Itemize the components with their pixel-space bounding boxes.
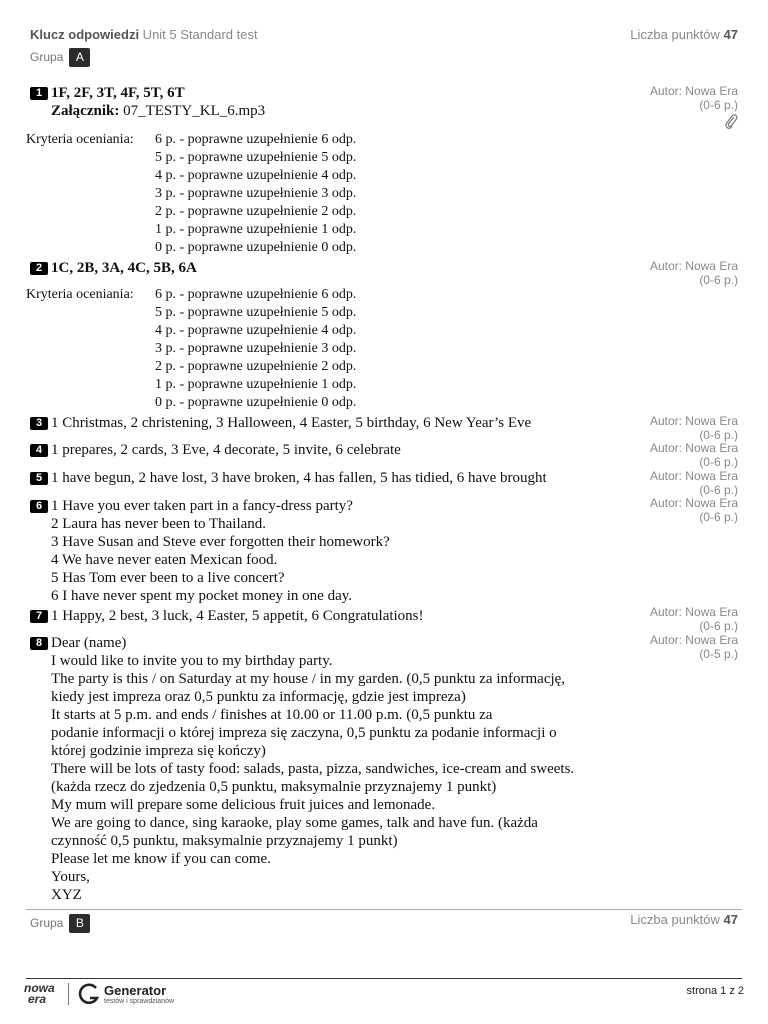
points-label: Liczba punktów	[630, 912, 724, 927]
author: Autor: Nowa Era	[649, 469, 738, 483]
criteria-line: 0 p. - poprawne uzupełnienie 0 odp.	[155, 395, 357, 410]
criteria-line: 1 p. - poprawne uzupełnienie 1 odp.	[155, 377, 357, 392]
answer-line: 2 Laura has never been to Thailand.	[51, 516, 267, 532]
answer-line: The party is this / on Saturday at my house / in my garden. (0,5 punktu za informację,	[51, 671, 566, 687]
generator-title: Generator	[104, 983, 167, 998]
answer-4	[30, 442, 401, 459]
page-number: strona 1 z 2	[686, 985, 744, 997]
answer-5	[30, 470, 547, 487]
question-number: 4	[30, 444, 48, 457]
answer-line: podanie informacji o której impreza się zaczyna, 0,5 punktu za podanie informacji o	[51, 725, 557, 741]
answer-text: 1C, 2B, 3A, 4C, 5B, 6A	[51, 260, 197, 276]
answer-line: Please let me know if you can come.	[51, 851, 271, 867]
criteria-label: Kryteria oceniania:	[26, 132, 134, 147]
answer-line: We are going to dance, sing karaoke, play some games, talk and have fun. (każda	[51, 815, 538, 831]
points-range: (0-6 p.)	[699, 483, 738, 497]
answer-6	[30, 498, 353, 515]
paperclip-icon[interactable]	[650, 113, 738, 132]
author: Autor: Nowa Era	[649, 259, 738, 273]
answer-text: 1 Christmas, 2 christening, 3 Halloween, 4 Easter, 5 birthday, 6 New Year’s Eve	[51, 415, 532, 431]
group-badge: B	[69, 914, 90, 933]
criteria-line: 3 p. - poprawne uzupełnienie 3 odp.	[155, 341, 357, 356]
attachment	[51, 103, 265, 120]
meta-1	[650, 84, 738, 132]
group-a	[30, 48, 90, 67]
answer-line: 3 Have Susan and Steve ever forgotten their homework?	[51, 534, 390, 550]
answer-line: It starts at 5 p.m. and ends / finishes at 10.00 or 11.00 p.m. (0,5 punktu za	[51, 707, 493, 723]
generator-subtitle: testów i sprawdzianów	[104, 998, 175, 1005]
attachment-label: Załącznik:	[51, 103, 120, 119]
criteria-line: 6 p. - poprawne uzupełnienie 6 odp.	[155, 287, 357, 302]
points-label: Liczba punktów	[630, 27, 724, 42]
attachment-file[interactable]: 07_TESTY_KL_6.mp3	[123, 103, 266, 119]
page-header	[30, 27, 738, 43]
question-number: 6	[30, 500, 48, 513]
doc-title-bold: Klucz odpowiedzi	[30, 27, 140, 42]
answer-line: My mum will prepare some delicious fruit juices and lemonade.	[51, 797, 436, 813]
meta-4	[650, 441, 738, 469]
group-badge: A	[69, 48, 90, 67]
points-value: 47	[723, 27, 738, 42]
author: Autor: Nowa Era	[649, 605, 738, 619]
answer-text: 1F, 2F, 3T, 4F, 5T, 6T	[51, 85, 185, 101]
answer-7	[30, 608, 424, 625]
answer-line: 5 Has Tom ever been to a live concert?	[51, 570, 285, 586]
meta-6	[650, 496, 738, 524]
meta-2	[650, 259, 738, 287]
points-summary	[630, 27, 738, 42]
answer-line: (każda rzecz do zjedzenia 0,5 punktu, maksymalnie przyznajemy 1 punkt)	[51, 779, 497, 795]
generator-g-icon	[78, 982, 100, 1011]
criteria-line: 5 p. - poprawne uzupełnienie 5 odp.	[155, 305, 357, 320]
meta-3	[650, 414, 738, 442]
criteria-line: 3 p. - poprawne uzupełnienie 3 odp.	[155, 186, 357, 201]
meta-5	[650, 469, 738, 497]
section-divider	[26, 909, 742, 910]
criteria-line: 4 p. - poprawne uzupełnienie 4 odp.	[155, 168, 357, 183]
question-number: 8	[30, 637, 48, 650]
brand-line2: era	[28, 992, 47, 1006]
group-label: Grupa	[30, 50, 64, 64]
points-range: (0-6 p.)	[699, 273, 738, 287]
footer-separator	[68, 983, 69, 1005]
answer-text: 1 Happy, 2 best, 3 luck, 4 Easter, 5 appetit, 6 Congratulations!	[51, 608, 424, 624]
answer-line: There will be lots of tasty food: salads, pasta, pizza, sandwiches, ice-cream and sweets.	[51, 761, 575, 777]
question-number: 2	[30, 262, 48, 275]
brand-line1: nowa	[24, 981, 55, 995]
points-value: 47	[723, 912, 738, 927]
criteria-line: 0 p. - poprawne uzupełnienie 0 odp.	[155, 240, 357, 255]
answer-8	[30, 635, 126, 652]
author: Autor: Nowa Era	[649, 441, 738, 455]
answer-line: XYZ	[51, 887, 82, 903]
points-range: (0-6 p.)	[699, 98, 738, 112]
answer-text: 1 have begun, 2 have lost, 3 have broken, 4 has fallen, 5 has tidied, 6 have brought	[51, 470, 547, 486]
answer-1	[30, 85, 185, 102]
author: Autor: Nowa Era	[649, 496, 738, 510]
answer-line: 6 I have never spent my pocket money in one day.	[51, 588, 353, 604]
nowa-era-logo	[24, 983, 55, 1005]
points-range: (0-6 p.)	[699, 455, 738, 469]
criteria-line: 4 p. - poprawne uzupełnienie 4 odp.	[155, 323, 357, 338]
author: Autor: Nowa Era	[649, 633, 738, 647]
question-number: 1	[30, 87, 48, 100]
answer-line: I would like to invite you to my birthday party.	[51, 653, 333, 669]
meta-8	[650, 633, 738, 661]
question-number: 3	[30, 417, 48, 430]
question-number: 7	[30, 610, 48, 623]
answer-line: Yours,	[51, 869, 90, 885]
doc-title-rest: Unit 5 Standard test	[139, 27, 258, 42]
criteria-line: 5 p. - poprawne uzupełnienie 5 odp.	[155, 150, 357, 165]
criteria-label: Kryteria oceniania:	[26, 287, 134, 302]
answer-line: 4 We have never eaten Mexican food.	[51, 552, 278, 568]
answer-3	[30, 415, 531, 432]
footer-divider	[26, 978, 742, 979]
answer-text: Dear (name)	[51, 635, 127, 651]
answer-text: 1 Have you ever taken part in a fancy-dress party?	[51, 498, 353, 514]
group-b-points	[30, 912, 738, 928]
group-label: Grupa	[30, 916, 64, 930]
answer-line: kiedy jest impreza oraz 0,5 punktu za informację, gdzie jest impreza)	[51, 689, 466, 705]
author: Autor: Nowa Era	[649, 414, 738, 428]
points-summary	[630, 912, 738, 927]
criteria-line: 2 p. - poprawne uzupełnienie 2 odp.	[155, 204, 357, 219]
answer-text: 1 prepares, 2 cards, 3 Eve, 4 decorate, 5 invite, 6 celebrate	[51, 442, 401, 458]
answer-line: której godzinie impreza się kończy)	[51, 743, 266, 759]
criteria-line: 6 p. - poprawne uzupełnienie 6 odp.	[155, 132, 357, 147]
author: Autor: Nowa Era	[649, 84, 738, 98]
meta-7	[650, 605, 738, 633]
points-range: (0-5 p.)	[699, 647, 738, 661]
answer-2	[30, 260, 197, 277]
points-range: (0-6 p.)	[699, 428, 738, 442]
points-range: (0-6 p.)	[699, 510, 738, 524]
answer-line: czynność 0,5 punktu, maksymalnie przyznajemy 1 punkt)	[51, 833, 398, 849]
criteria-line: 2 p. - poprawne uzupełnienie 2 odp.	[155, 359, 357, 374]
question-number: 5	[30, 472, 48, 485]
points-range: (0-6 p.)	[699, 619, 738, 633]
criteria-line: 1 p. - poprawne uzupełnienie 1 odp.	[155, 222, 357, 237]
